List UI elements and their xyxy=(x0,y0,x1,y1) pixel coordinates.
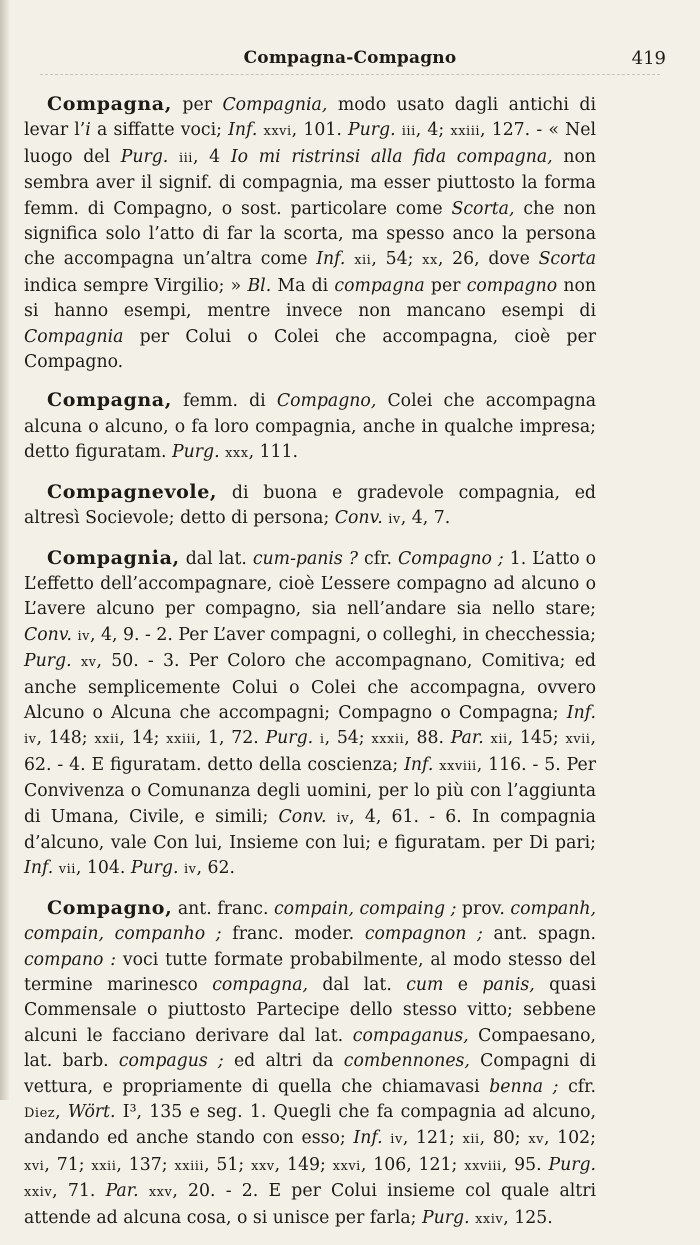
roman-numeral: Diez xyxy=(24,1106,56,1122)
roman-numeral: xxx xyxy=(225,446,249,462)
dictionary-entry xyxy=(24,92,596,375)
roman-numeral: xxiii xyxy=(450,124,481,140)
roman-numeral: xxiv xyxy=(475,1211,504,1227)
italic-run: compagna, xyxy=(212,975,309,995)
running-title: Compagna-Compagno xyxy=(243,48,457,68)
text-run: , 116. - 5. Per Convivenza o Comunanza degli uomini, per lo più con l’aggiunta di Umana, Civile, e simili; xyxy=(24,754,596,827)
italic-run: Bl. xyxy=(247,275,272,296)
italic-run: Purg. xyxy=(548,1154,597,1175)
text-run: , 121; xyxy=(402,1128,463,1149)
italic-run: Inf. xyxy=(353,1128,383,1149)
text-run: , 104. xyxy=(75,858,131,879)
italic-run: Compagnia xyxy=(24,326,124,347)
roman-numeral: xii xyxy=(354,253,372,269)
italic-run: cum xyxy=(406,975,444,995)
text-run: per Colui o Colei che accompagna, cioè per Compagno. xyxy=(24,326,596,373)
text-run: voci tutte formate probabilmente, al modo stesso del termine marinesco xyxy=(24,949,596,995)
text-run xyxy=(326,807,336,827)
text-run: , 1, 72. xyxy=(195,728,266,749)
text-run: , 137; xyxy=(116,1154,175,1175)
roman-numeral: iii xyxy=(401,124,416,140)
text-run xyxy=(383,1128,391,1148)
text-run: Compaesano, lat. barb. xyxy=(24,1025,596,1072)
text-run: , 71. xyxy=(52,1181,106,1202)
text-run: modo usato dagli antichi di levar l’ xyxy=(24,95,596,141)
text-run: che non significa solo l’atto di far la scorta, ma spesso anco la persona che accompagna un’altra come xyxy=(24,198,596,270)
italic-run: benna ; xyxy=(489,1076,559,1097)
italic-run: Par. xyxy=(105,1181,139,1202)
text-run: , 14; xyxy=(119,728,167,749)
book-spine-shadow xyxy=(0,0,10,1100)
text-run: , 20. - 2. E per Colui insieme col quale altri attende ad alcuna cosa, o si unisce per farla; xyxy=(24,1181,597,1228)
text-run: , 4; xyxy=(415,120,451,141)
italic-run: compagnon ; xyxy=(364,924,483,945)
text-run xyxy=(313,728,320,748)
roman-numeral: xxiv xyxy=(24,1185,53,1201)
text-run: , 102; xyxy=(544,1128,596,1149)
header-divider xyxy=(40,74,660,75)
roman-numeral: vii xyxy=(58,862,76,878)
text-run: , 95. xyxy=(501,1154,549,1175)
italic-run: Purg. xyxy=(120,146,169,167)
text-run: I³, 135 e seg. 1. Quegli che fa compagnia ad alcuno, andando ed anche stando con esso; xyxy=(24,1102,596,1149)
roman-numeral: iv xyxy=(336,810,350,826)
italic-run: Purg. xyxy=(348,120,396,141)
roman-numeral: xxv xyxy=(148,1185,173,1201)
dictionary-entry xyxy=(24,480,596,533)
text-run: non sembra aver il signif. di compagnia, ma esser piuttosto la forma femm. di Compagno, o sost. particolare come xyxy=(24,146,596,219)
roman-numeral: xxii xyxy=(94,732,120,748)
italic-run: panis, xyxy=(482,975,535,995)
roman-numeral: xxvi xyxy=(332,1158,361,1174)
text-run: cfr. xyxy=(358,548,398,569)
text-run: , 101. xyxy=(291,120,348,141)
text-run: , 106, 121; xyxy=(360,1154,465,1175)
text-run: femm. di xyxy=(171,391,277,412)
text-run: , 148; xyxy=(36,728,95,749)
text-run: , 51; xyxy=(204,1154,252,1175)
text-run: Ma di xyxy=(271,275,335,296)
italic-run: i xyxy=(85,120,91,141)
text-run: ed altri da xyxy=(223,1051,344,1072)
italic-run: Inf. xyxy=(566,702,596,723)
italic-run: Conv. xyxy=(334,508,383,529)
text-run: ant. franc. xyxy=(172,898,274,919)
text-run xyxy=(168,147,179,167)
roman-numeral: xxxii xyxy=(371,732,405,748)
roman-numeral: i xyxy=(319,732,325,748)
italic-run: Inf. xyxy=(228,120,258,141)
italic-run: compaganus, xyxy=(352,1025,469,1046)
roman-numeral: xv xyxy=(528,1132,544,1148)
roman-numeral: xvii xyxy=(565,732,591,748)
text-run: , 149; xyxy=(274,1154,333,1175)
text-run xyxy=(345,249,354,269)
dictionary-text xyxy=(24,92,596,1245)
italic-run: compain, compaing ; xyxy=(274,898,457,919)
text-run: , 62. xyxy=(196,858,235,879)
text-run: cfr. xyxy=(558,1076,596,1097)
roman-numeral: iv xyxy=(390,1132,403,1148)
text-run: prov. xyxy=(456,898,511,919)
italic-run: Purg. xyxy=(130,858,179,879)
italic-run: Inf. xyxy=(404,754,434,775)
italic-run: Inf. xyxy=(316,249,346,270)
text-run xyxy=(139,1181,149,1201)
text-run: 1. L’atto o L’effetto dell’accompagnare, cioè L’essere compagno ad alcuno o L’avere alcuno per compagno, sia nell’andare sia nello stare; xyxy=(24,548,597,620)
dictionary-entry xyxy=(24,546,596,883)
text-run: , 4, 9. - 2. Per L’aver compagni, o colleghi, in checchessia; xyxy=(90,624,596,645)
italic-run: Par. xyxy=(450,728,484,749)
roman-numeral: xxviii xyxy=(439,758,477,774)
roman-numeral: xxiii xyxy=(166,732,196,748)
italic-run: companh, compain, companho ; xyxy=(24,898,596,945)
text-run: , 26, dove xyxy=(437,249,539,270)
text-run: dal lat. xyxy=(179,548,253,569)
text-run: dal lat. xyxy=(308,975,407,995)
roman-numeral: xxviii xyxy=(464,1158,502,1174)
italic-run: Inf. xyxy=(24,858,54,879)
italic-run: Conv. xyxy=(24,624,72,645)
entry-definition xyxy=(24,546,597,879)
roman-numeral: xxii xyxy=(91,1158,117,1174)
italic-run: Io mi ristrinsi alla fida compagna, xyxy=(230,146,553,167)
text-run: , 88. xyxy=(404,728,451,749)
roman-numeral: xxv xyxy=(251,1158,275,1174)
dictionary-entry xyxy=(24,388,596,466)
text-run xyxy=(72,651,81,671)
entry-headword: Compagnia, xyxy=(47,546,180,569)
text-run: per xyxy=(424,275,467,296)
text-run: , 80; xyxy=(479,1128,529,1149)
italic-run: compagus ; xyxy=(118,1051,224,1072)
roman-numeral: xxiii xyxy=(174,1158,205,1174)
text-run: , xyxy=(55,1102,68,1123)
entry-definition xyxy=(24,95,596,372)
roman-numeral: xv xyxy=(80,655,97,671)
roman-numeral: xxvi xyxy=(263,124,292,140)
text-run: , 4, 7. xyxy=(400,508,451,529)
roman-numeral: xvi xyxy=(24,1158,45,1174)
italic-run: combennones, xyxy=(343,1051,470,1072)
entry-definition xyxy=(24,896,597,1228)
text-run: , 50. - 3. Per Coloro che accompagnano, Comitiva; ed anche semplicemente Colui o Colei che accompagna, ovvero Alcuno o Alcuna che accompagni; Compagno o Compagna; xyxy=(24,651,596,723)
text-run: quasi Commensale o piuttosto Partecipe dello stesso vitto; sebbene alcuni le facciano derivare dal lat. xyxy=(24,975,597,1046)
dictionary-entry xyxy=(24,896,596,1232)
entry-headword: Compagna, xyxy=(47,93,172,115)
text-run: franc. moder. xyxy=(221,924,365,945)
text-run: ant. spagn. xyxy=(482,924,596,945)
italic-run: Wört. xyxy=(67,1102,116,1123)
roman-numeral: iii xyxy=(178,150,193,166)
italic-run: Purg. xyxy=(421,1207,470,1228)
text-run: , 54; xyxy=(371,249,423,270)
text-run: , 71; xyxy=(44,1154,92,1175)
page-number: 419 xyxy=(631,48,666,69)
italic-run: Compagno, xyxy=(276,391,377,412)
text-run: e xyxy=(443,975,483,995)
text-run: Compagni di vettura, e propriamente di quella che chiamavasi xyxy=(24,1051,596,1097)
roman-numeral: xx xyxy=(422,253,438,269)
entry-headword: Compagno, xyxy=(47,896,173,919)
text-run: per xyxy=(171,95,223,115)
roman-numeral: xii xyxy=(462,1132,480,1148)
italic-run: compagno xyxy=(466,275,558,296)
text-run: , 62. - 4. E figuratam. detto della coscienza; xyxy=(24,728,596,775)
entry-headword: Compagnevole, xyxy=(47,480,218,503)
roman-numeral: iv xyxy=(24,732,37,748)
text-run: , 125. xyxy=(503,1207,553,1228)
italic-run: Purg. xyxy=(24,651,72,672)
italic-run: compagna xyxy=(334,275,425,296)
text-run: Colei che accompagna alcuna o alcuno, o fa loro compagnia, anche in qualche impresa; detto figuratam. xyxy=(24,391,596,463)
italic-run: Scorta, xyxy=(451,198,515,219)
italic-run: Conv. xyxy=(278,806,327,827)
text-run: a siffatte voci; xyxy=(90,120,229,141)
text-run: , 145; xyxy=(507,728,566,749)
italic-run: compano : xyxy=(24,949,117,970)
text-run: , 4 xyxy=(192,146,231,167)
roman-numeral: iv xyxy=(183,862,197,878)
italic-run: cum-panis ? xyxy=(252,548,359,569)
italic-run: Purg. xyxy=(171,442,220,463)
italic-run: Compagno ; xyxy=(397,548,504,569)
roman-numeral: iv xyxy=(77,628,90,644)
text-run: , 111. xyxy=(248,442,299,463)
text-run: di buona e gradevole compagnia, ed altresì Socievole; detto di persona; xyxy=(24,482,596,529)
roman-numeral: xii xyxy=(490,732,508,748)
italic-run: Scorta xyxy=(538,249,596,270)
italic-run: Compagnia, xyxy=(222,95,328,115)
entry-headword: Compagna, xyxy=(47,389,172,412)
italic-run: Purg. xyxy=(265,728,314,749)
roman-numeral: iv xyxy=(388,512,401,528)
text-run: , 54; xyxy=(324,728,372,749)
text-run: , 4, 61. - 6. In compagnia d’alcuno, vale Con lui, Insieme con lui; e figuratam. per Di pari; xyxy=(24,806,596,853)
text-run: , 127. - « Nel luogo del xyxy=(24,120,596,167)
text-run: non si hanno esempi, mentre invece non mancano esempi di xyxy=(24,275,596,322)
text-run: indica sempre Virgilio; » xyxy=(24,275,248,296)
